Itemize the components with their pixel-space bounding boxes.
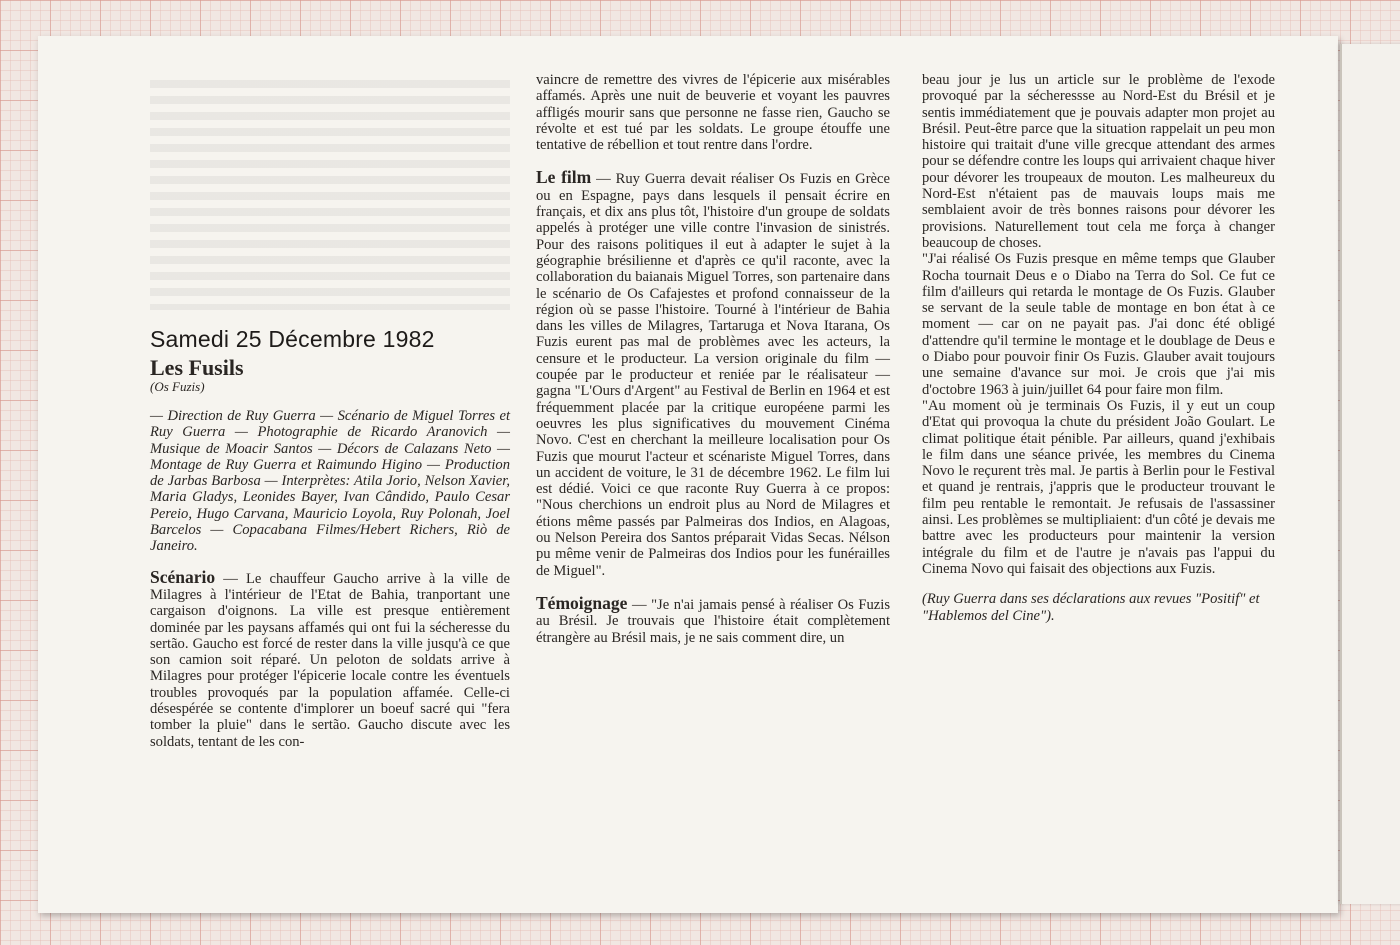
le-film-text: — Ruy Guerra devait réaliser Os Fuzis en Grèce ou en Espagne, pays dans lesquels il pensait écrire en français, et dix ans plus tôt, l'histoire d'un groupe de soldats appelés à protéger une ville contre l'invasion de sinistrés. Pour des raisons politiques il eut à adapter le sujet à la géographie brésilienne et d'après ce qu'il raconte, avec la collaboration du baianais Miguel Torres, son partenaire dans le scénario de Os Cafajestes et profond connaisseur de la région où se passe l'histoire. Tourné à l'intérieur de Bahia dans les villes de Milagres, Tartaruga et Nova Itarana, Os Fuzis eurent pas mal de problèmes avec les acteurs, la censure et le producteur. La version originale du film — coupée par le producteur et reniée par le réalisateur — gagna "L'Ours d'Argent" au Festival de Berlin en 1964 et est fréquemment placée par la critique européene parmi les oeuvres les plus significatives du mouvement Cinéma Novo. C'est en cherchant la meilleure localisation pour Os Fuzis que mourut l'acteur et scénariste Miguel Torres, dans un accident de voiture, le 31 de décembre 1962. Le film lui est dédié. Voici ce que raconte Ruy Guerra à ce propos: "Nous cherchions un endroit plus au Nord de Milagres et étions même passés par Palmeiras dos Indios, en Alagoas, ou Nelson Pereira dos Santos préparait Vidas Secas. Nélson pu même venir de Palmeiras dos Indios pour les funérailles de Miguel". xyxy=(536,171,890,579)
original-title: (Os Fuzis) xyxy=(150,379,205,394)
booklet-page xyxy=(38,36,1338,913)
column-3 xyxy=(922,72,1275,624)
temoignage-text-part4: "Au moment où je terminais Os Fuzis, il y eut un coup d'Etat qui provoqua la chute du président João Goulart. Le climat politique était pénible. Par ailleurs, quand j'exhibais le film dans une séance privée, les membres du Cinema Novo le reçurent très mal. Je partis à Berlin pour le Festival et quand je rentrais, j'appris que le producteur trouvant le film peu rentable le remontait. Je refusais de l'assassiner ainsi. Les problèmes se multipliaient: d'un côté je devais me battre avec les producteurs pour maintenir la version intégrale du film et de l'autre je n'avais pas l'appui du Cinema Novo qui faisait des objections aux Fuzis. xyxy=(922,397,1275,577)
scenario-paragraph xyxy=(150,566,510,750)
column-2 xyxy=(536,72,890,646)
le-film-heading: Le film xyxy=(536,167,592,188)
scenario-text-part1: — Le chauffeur Gaucho arrive à la ville de Milagres à l'intérieur de l'Etat de Bahia, tranportant une cargaison d'oignons. La ville est presque entièrement dominée par les paysans affamés qui ont fui la sécheresse du sertão. Gaucho est forcé de rester dans la ville jusqu'à ce que son camion soit réparé. Un peloton de soldats arrive à Milagres pour protéger l'épicerie locale contre les éventuels troubles provoqués par la population affamée. Celle-ci désespérée se contente d'implorer un boeuf sacré qui "fera tomber la pluie" dans le sertão. Gaucho discute avec les soldats, tentant de les con- xyxy=(150,570,510,750)
column-1 xyxy=(150,326,510,750)
temoignage-text-part3: "J'ai réalisé Os Fuzis presque en même temps que Glauber Rocha tournait Deus e o Diabo na Terra do Sol. Ce fut ce film d'ailleurs qui retarda le montage de Os Fuzis. Glauber se servant de la seule table de montage en bon état à ce moment — car on ne payait pas. J'ai donc été obligé d'attendre qu'il termine le montage et le doublage de Deus e o Diabo pour pouvoir finir Os Fuzis. Glauber avait toujours une semaine d'avance sur moi. Je crois que j'ai mis d'octobre 1963 à juin/juillet 64 pour faire mon film. xyxy=(922,251,1275,398)
adjacent-page-edge xyxy=(1340,44,1400,904)
source-note: (Ruy Guerra dans ses déclarations aux revues "Positif" et "Hablemos del Cine"). xyxy=(922,591,1260,624)
film-credits: — Direction de Ruy Guerra — Scénario de Miguel Torres et Ruy Guerra — Photographie de Ricardo Aranovich — Musique de Moacir Santos — Décors de Calazans Neto — Montage de Ruy Guerra et Raimundo Higino — Production de Jarbas Barbosa — Interprètes: Atila Jorio, Nelson Xavier, Maria Gladys, Leonides Bayer, Ivan Cândido, Paulo Cesar Pereio, Hugo Carvana, Mauricio Loyola, Ruy Polonah, Joel Barcelos — Copacabana Filmes/Hebert Richers, Riò de Janeiro. xyxy=(150,408,510,555)
scenario-text-part2: vaincre de remettre des vivres de l'épicerie aux misérables affamés. Après une nuit de beuverie et voyant les pauvres affligés mourir sans que personne ne fasse rien, Gaucho se révolte et est tué par les soldats. Le groupe étouffe une tentative de rébellion et tout rentre dans l'ordre. xyxy=(536,72,890,154)
screening-date: Samedi 25 Décembre 1982 xyxy=(150,326,435,352)
temoignage-heading: Témoignage xyxy=(536,592,628,613)
film-title: Les Fusils xyxy=(150,355,244,380)
bleed-through-text xyxy=(150,80,510,310)
temoignage-paragraph xyxy=(536,592,890,646)
scenario-heading: Scénario xyxy=(150,566,216,587)
temoignage-text-part2: beau jour je lus un article sur le problème de l'exode provoqué par la sécheressse au Nord-Est du Brésil et je sentis immédiatement que je pouvais adapter mon projet au Brésil. Peut-être parce que la situation rappelait un peu mon histoire qui traitait d'une ville grecque attendant des armes pour se défendre contre les loups qui arrivaient chaque hiver pour dévorer les troupeaux de mouton. Les malheureux du Nord-Est n'étaient pas de mauvais loups mais me semblaient avoir de très bonnes raisons pour dévorer les provisions. Naturellement tout cela me força à changer beaucoup de choses. xyxy=(922,72,1275,251)
temoignage-text-part1: — "Je n'ai jamais pensé à réaliser Os Fuzis au Brésil. Je trouvais que l'histoire était complètement étrangère au Brésil mais, je ne sais comment dire, un xyxy=(536,596,890,646)
le-film-paragraph xyxy=(536,169,890,578)
